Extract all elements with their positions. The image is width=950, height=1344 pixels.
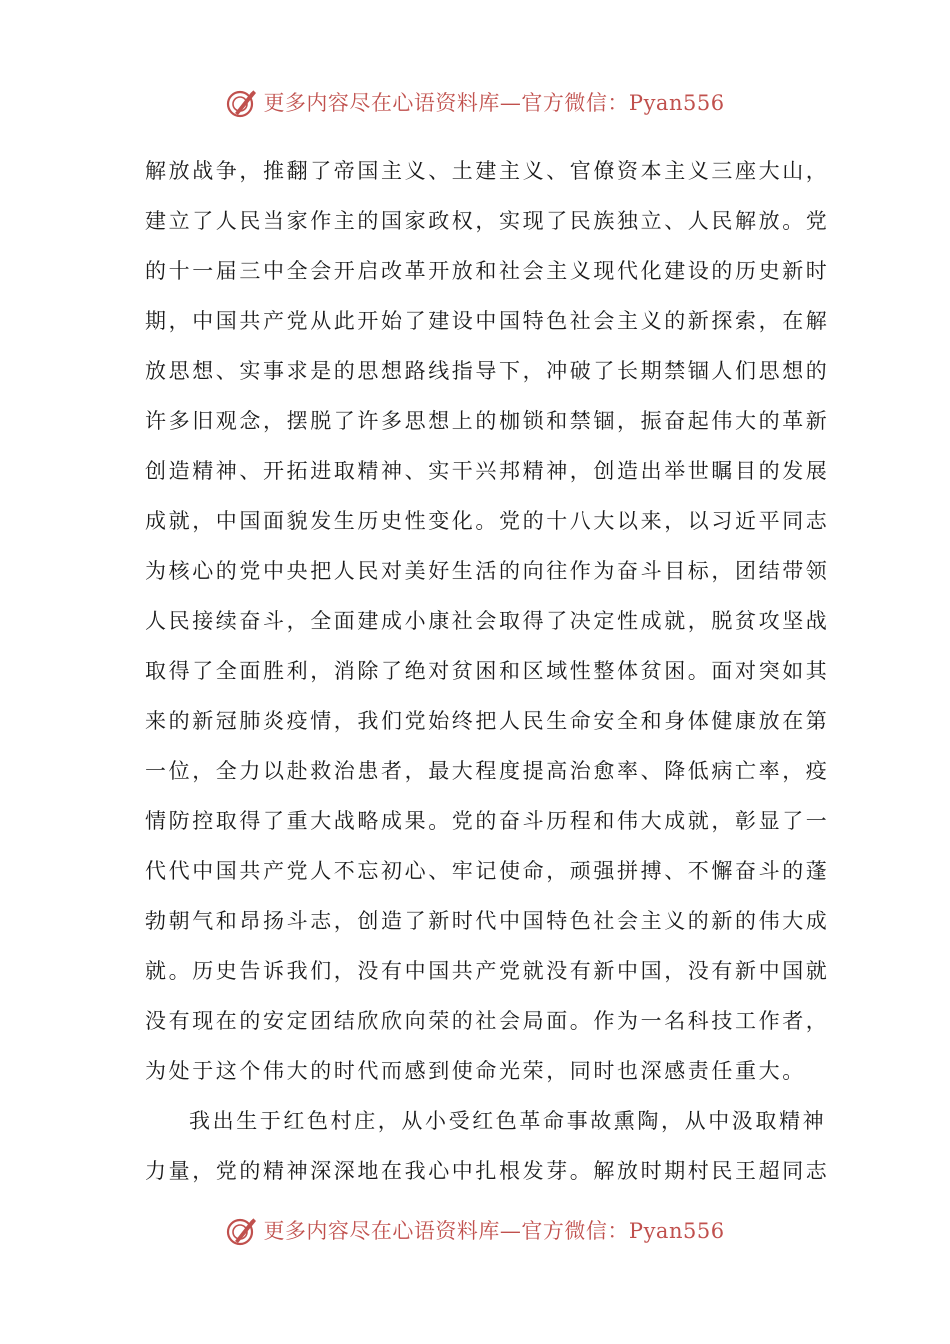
paragraph-start-line: 我出生于红色村庄，从小受红色革命事故熏陶，从中汲取精神 — [189, 1109, 827, 1133]
pen-logo-icon — [225, 1213, 259, 1247]
body-line: 没有现在的安定团结欣欣向荣的社会局面。作为一名科技工作者， — [145, 1009, 830, 1033]
body-line: 的十一届三中全会开启改革开放和社会主义现代化建设的历史新时 — [145, 259, 830, 283]
header-watermark — [0, 82, 950, 122]
paragraph-end-line: 为处于这个伟大的时代而感到使命光荣，同时也深感责任重大。 — [145, 1059, 806, 1083]
body-line: 建立了人民当家作主的国家政权，实现了民族独立、人民解放。党 — [145, 209, 830, 233]
body-line: 就。历史告诉我们，没有中国共产党就没有新中国，没有新中国就 — [145, 959, 830, 983]
body-line: 一位，全力以赴救治患者，最大程度提高治愈率、降低病亡率，疫 — [145, 759, 830, 783]
body-line: 期，中国共产党从此开始了建设中国特色社会主义的新探索，在解 — [145, 309, 830, 333]
body-line: 创造精神、开拓进取精神、实干兴邦精神，创造出举世瞩目的发展 — [145, 459, 830, 483]
body-line: 成就，中国面貌发生历史性变化。党的十八大以来，以习近平同志 — [145, 509, 830, 533]
document-body — [145, 150, 830, 1200]
body-line: 人民接续奋斗，全面建成小康社会取得了决定性成就，脱贫攻坚战 — [145, 609, 830, 633]
body-line: 代代中国共产党人不忘初心、牢记使命，顽强拼搏、不懈奋斗的蓬 — [145, 859, 830, 883]
body-line: 放思想、实事求是的思想路线指导下，冲破了长期禁锢人们思想的 — [145, 359, 830, 383]
footer-watermark — [0, 1210, 950, 1250]
body-line: 解放战争，推翻了帝国主义、土建主义、官僚资本主义三座大山， — [145, 159, 830, 183]
body-line: 为核心的党中央把人民对美好生活的向往作为奋斗目标，团结带领 — [145, 559, 830, 583]
body-line: 力量，党的精神深深地在我心中扎根发芽。解放时期村民王超同志 — [145, 1159, 830, 1183]
body-line: 许多旧观念，摆脱了许多思想上的枷锁和禁锢，振奋起伟大的革新 — [145, 409, 830, 433]
footer-watermark-text: 更多内容尽在心语资料库—官方微信：Pyan556 — [263, 1219, 725, 1243]
header-watermark-text: 更多内容尽在心语资料库—官方微信：Pyan556 — [263, 91, 725, 115]
body-line: 来的新冠肺炎疫情，我们党始终把人民生命安全和身体健康放在第 — [145, 709, 830, 733]
pen-logo-icon — [225, 85, 259, 119]
body-line: 情防控取得了重大战略成果。党的奋斗历程和伟大成就，彰显了一 — [145, 809, 830, 833]
body-line: 勃朝气和昂扬斗志，创造了新时代中国特色社会主义的新的伟大成 — [145, 909, 830, 933]
body-line: 取得了全面胜利，消除了绝对贫困和区域性整体贫困。面对突如其 — [145, 659, 830, 683]
